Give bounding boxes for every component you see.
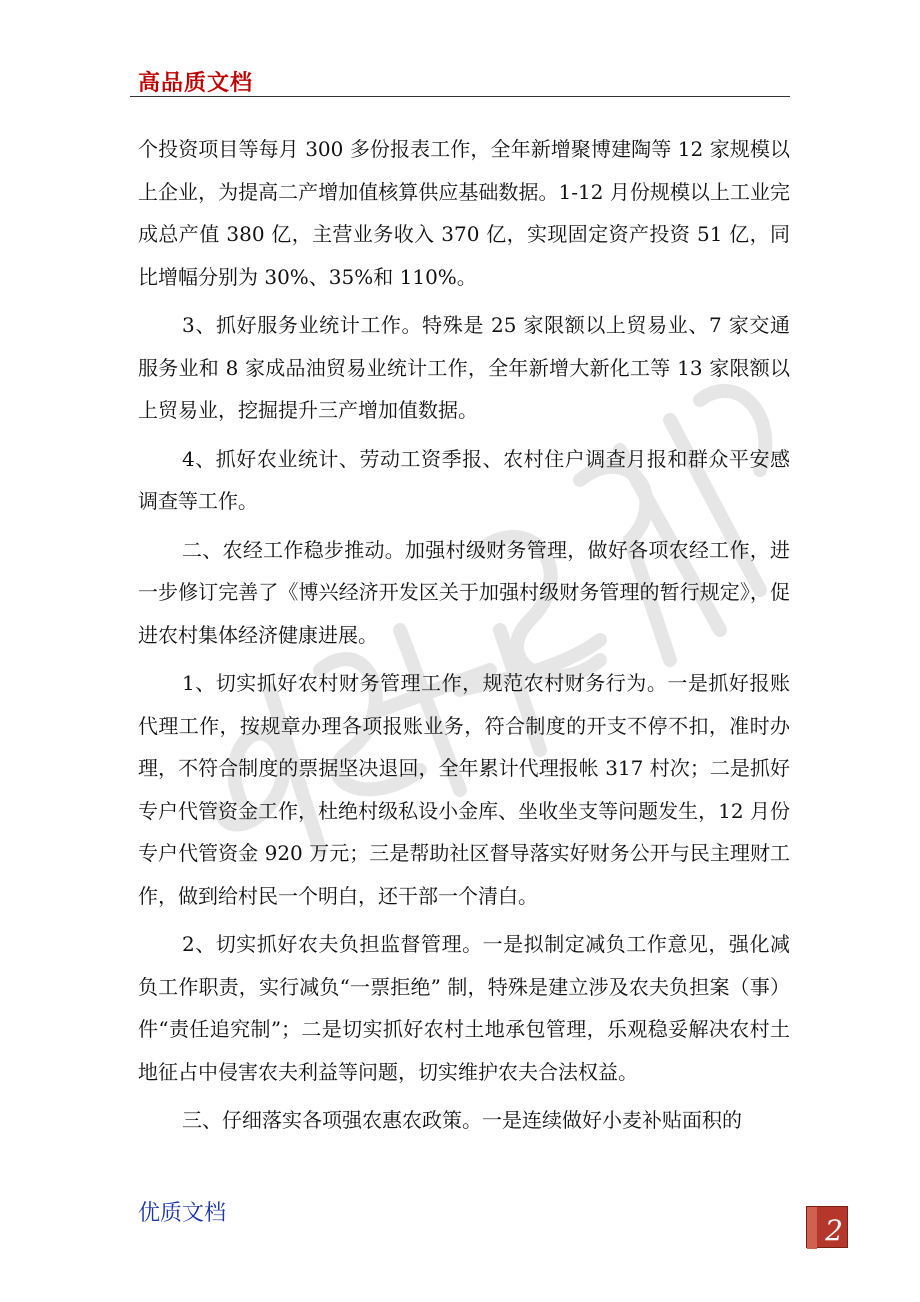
document-body	[138, 128, 790, 1142]
paragraph: 个投资项目等每月 300 多份报表工作，全年新增聚博建陶等 12 家规模以上企业，为提高二产增加值核算供应基础数据。1-12 月份规模以上工业完成总产值 380 亿，主营业务收入 370 亿，实现固定资产投资 51 亿，同比增幅分别为 30%、35%和 110%。	[138, 137, 790, 289]
paragraph: 4、抓好农业统计、劳动工资季报、农村住户调查月报和群众平安感调查等工作。	[138, 446, 790, 513]
header-title: 高品质文档	[138, 71, 254, 96]
paragraph: 二、农经工作稳步推动。加强村级财务管理，做好各项农经工作，进一步修订完善了《博兴经济开发区关于加强村级财务管理的暂行规定》，促进农村集体经济健康进展。	[138, 537, 790, 647]
paragraph: 1、切实抓好农村财务管理工作，规范农村财务行为。一是抓好报账代理工作，按规章办理各项报账业务，符合制度的开支不停不扣，准时办理，不符合制度的票据坚决退回，全年累计代理报帐 317 村次；二是抓好专户代管资金工作，杜绝村级私设小金库、坐收坐支等问题发生，12 月份专户代管资金 920 万元；三是帮助社区督导落实好财务公开与民主理财工作，做到给村民一个明白，还干部一个清白。	[138, 671, 790, 908]
page-number-accent	[807, 1207, 817, 1249]
paragraph: 三、仔细落实各项强农惠农政策。一是连续做好小麦补贴面积的	[182, 1108, 742, 1132]
paragraph: 3、抓好服务业统计工作。特殊是 25 家限额以上贸易业、7 家交通服务业和 8 家成品油贸易业统计工作，全年新增大新化工等 13 家限额以上贸易业，挖掘提升三产增加值数据。	[138, 313, 790, 422]
page-number: 2	[825, 1214, 843, 1247]
page-number-badge	[806, 1206, 848, 1248]
footer-title: 优质文档	[138, 1201, 227, 1226]
header-divider	[130, 96, 790, 97]
paragraph: 2、切实抓好农夫负担监督管理。一是拟制定减负工作意见，强化减负工作职责，实行减负“一票拒绝” 制，特殊是建立涉及农夫负担案（事）件“责任追究制”；二是切实抓好农村土地承包管理，乐观稳妥解决农村土地征占中侵害农夫利益等问题，切实维护农夫合法权益。	[138, 932, 790, 1084]
